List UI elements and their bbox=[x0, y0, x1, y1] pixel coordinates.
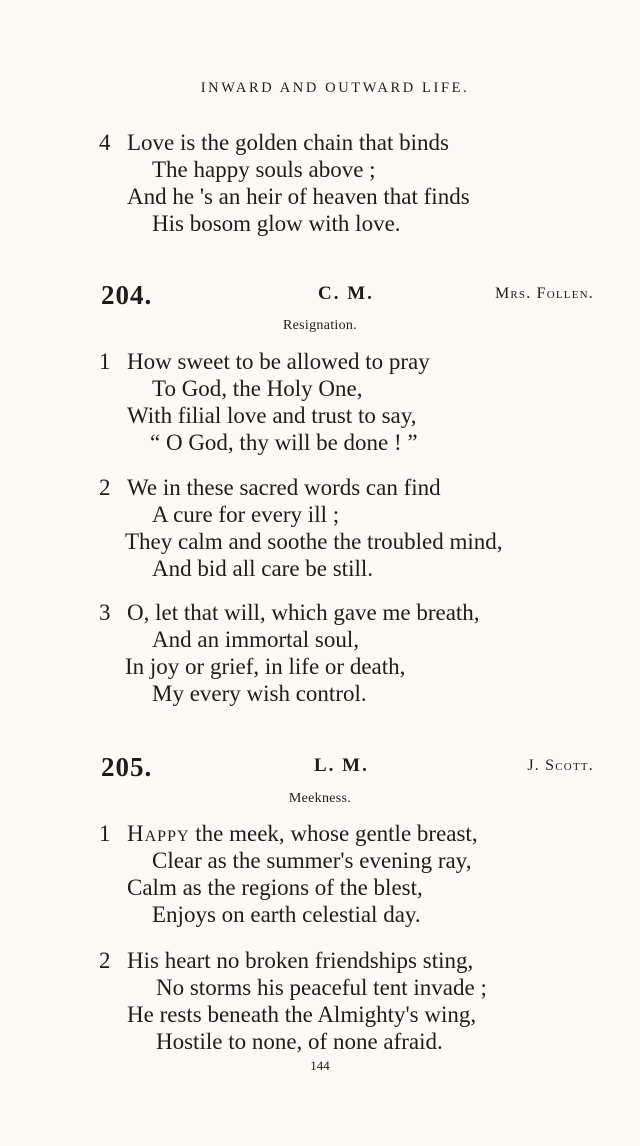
hymn-subtitle: Meekness. bbox=[288, 791, 352, 806]
verse-line: He rests beneath the Almighty's wing, bbox=[127, 1002, 477, 1027]
running-head: INWARD AND OUTWARD LIFE. bbox=[200, 80, 470, 96]
verse-line: And he 's an heir of heaven that finds bbox=[127, 184, 470, 209]
verse-line: To God, the Holy One, bbox=[152, 376, 363, 401]
stanza-number: 4 bbox=[99, 130, 111, 155]
verse-line: The happy souls above ; bbox=[152, 157, 376, 182]
stanza-number: 3 bbox=[99, 600, 111, 625]
verse-line: How sweet to be allowed to pray bbox=[127, 349, 430, 374]
hymn-205-header bbox=[0, 752, 640, 782]
hymn-subtitle: Resignation. bbox=[283, 318, 357, 333]
verse-line: Calm as the regions of the blest, bbox=[127, 875, 423, 900]
hymn-author: J. Scott. bbox=[527, 757, 594, 774]
hymn-author: Mrs. Follen. bbox=[494, 285, 594, 302]
stanza-number: 2 bbox=[99, 475, 111, 500]
hymn-number: 205. bbox=[101, 752, 153, 782]
verse-line: And bid all care be still. bbox=[152, 556, 373, 581]
verse-line: With filial love and trust to say, bbox=[127, 403, 417, 428]
verse-line: They calm and soothe the troubled mind, bbox=[125, 529, 503, 554]
stanza-number: 1 bbox=[99, 821, 111, 846]
verse-line: And an immortal soul, bbox=[152, 627, 359, 652]
verse-line bbox=[127, 821, 478, 847]
hymn-204-header bbox=[0, 280, 640, 310]
verse-line-rest: the meek, whose gentle breast, bbox=[189, 821, 478, 846]
verse-line: His heart no broken friendships sting, bbox=[127, 948, 474, 973]
verse-line: In joy or grief, in life or death, bbox=[125, 654, 406, 679]
verse-line: His bosom glow with love. bbox=[152, 211, 401, 236]
stanza-number: 1 bbox=[99, 349, 111, 374]
opening-word: Happy bbox=[127, 821, 190, 846]
verse-line: Clear as the summer's evening ray, bbox=[152, 848, 472, 873]
verse-line: A cure for every ill ; bbox=[152, 502, 340, 527]
verse-line: We in these sacred words can find bbox=[127, 475, 441, 500]
hymn-number: 204. bbox=[101, 280, 153, 310]
hymn-meter: C. M. bbox=[318, 283, 374, 304]
verse-line: “ O God, thy will be done ! ” bbox=[150, 430, 418, 455]
page-number: 144 bbox=[310, 1058, 330, 1073]
verse-line: O, let that will, which gave me breath, bbox=[127, 600, 480, 625]
verse-line: Hostile to none, of none afraid. bbox=[156, 1029, 443, 1054]
verse-line: No storms his peaceful tent invade ; bbox=[156, 975, 487, 1000]
verse-line: Love is the golden chain that binds bbox=[127, 130, 449, 155]
stanza-number: 2 bbox=[99, 948, 111, 973]
hymn-meter: L. M. bbox=[314, 755, 369, 776]
verse-line: Enjoys on earth celestial day. bbox=[152, 902, 421, 927]
verse-line: My every wish control. bbox=[152, 681, 367, 706]
